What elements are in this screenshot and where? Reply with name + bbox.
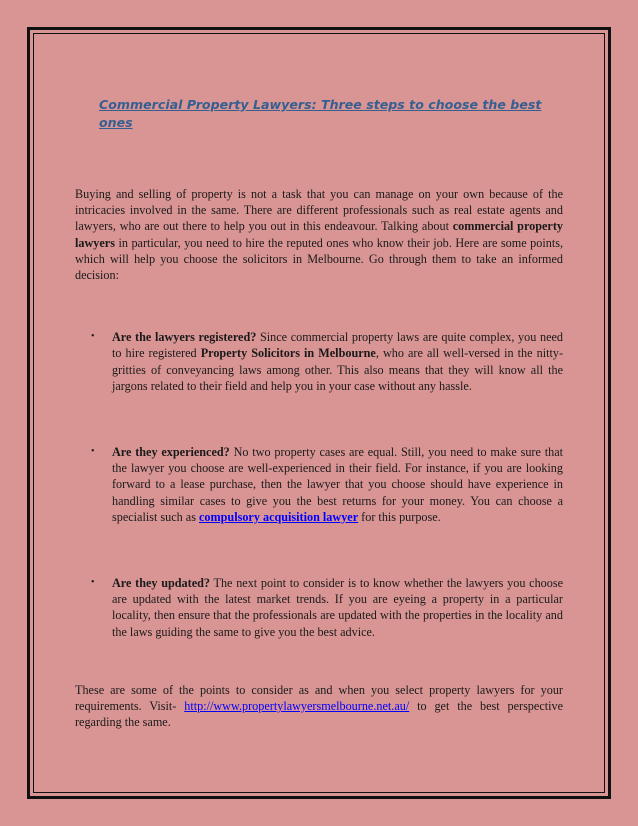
point-item-updated: [75, 575, 563, 640]
point-heading: Are they experienced?: [112, 445, 230, 460]
intro-text-2: in particular, you need to hire the reputed ones who know their job. Here are some points, which will help you choose the solicitors in Melbourne. Go through them to take an informed decision:: [75, 235, 563, 283]
website-link[interactable]: http://www.propertylawyersmelbourne.net.au/: [184, 699, 410, 714]
document-body: [75, 96, 563, 730]
point-text-2: for this purpose.: [358, 509, 441, 524]
point-text: [112, 329, 563, 394]
point-heading: Are the lawyers registered?: [112, 330, 257, 345]
document-title: Commercial Property Lawyers: Three steps to choose the best ones: [99, 97, 542, 130]
points-list: [75, 329, 563, 640]
point-text-1: No two property cases are equal. Still, you need to make sure that the lawyer you choose are well-experienced in their field. For instance, if you are looking forward to a lease purchase, then the lawyer that you choose should have experience in handling similar cases to give you the best returns for your money. You can choose a specialist such as: [112, 445, 563, 524]
point-item-experienced: [75, 444, 563, 525]
point-text: [112, 444, 563, 525]
closing-text-2: to get the best perspective regarding the same.: [75, 699, 563, 730]
point-text: [112, 575, 563, 640]
bullet-icon: •: [91, 331, 95, 343]
point-text-1: Since commercial property laws are quite complex, you need to hire registered: [112, 330, 563, 361]
closing-text-1: These are some of the points to consider as and when you select property lawyers for your requirements. Visit-: [75, 682, 563, 714]
closing-paragraph: [75, 682, 563, 731]
compulsory-acquisition-lawyer-link[interactable]: compulsory acquisition lawyer: [199, 509, 359, 524]
point-item-registered: [75, 329, 563, 394]
intro-paragraph: [75, 186, 563, 283]
bullet-icon: •: [91, 577, 95, 589]
point-text-2: , who are all well-versed in the nitty-gritties of conveyancing laws among other. This also means that they will know all the jargons related to their field and help you in your case without any hassle.: [112, 346, 564, 393]
point-bold-property-solicitors: Property Solicitors in Melbourne: [200, 346, 376, 361]
point-text-1: The next point to consider is to know whether the lawyers you choose are updated with the latest market trends. If you are eyeing a property in a particular locality, then ensure that the professionals are updated with the properties in the locality and the laws guiding the same to give you the best advice.: [112, 576, 564, 639]
point-heading: Are they updated?: [112, 576, 210, 591]
intro-bold-commercial-property-lawyers: commercial property lawyers: [75, 219, 563, 250]
intro-text-1: Buying and selling of property is not a task that you can manage on your own because of the intricacies involved in the same. There are different professionals such as real estate agents and lawyers, who are out there to help you out in this endeavour. Talking about: [75, 187, 563, 234]
bullet-icon: •: [91, 446, 95, 458]
